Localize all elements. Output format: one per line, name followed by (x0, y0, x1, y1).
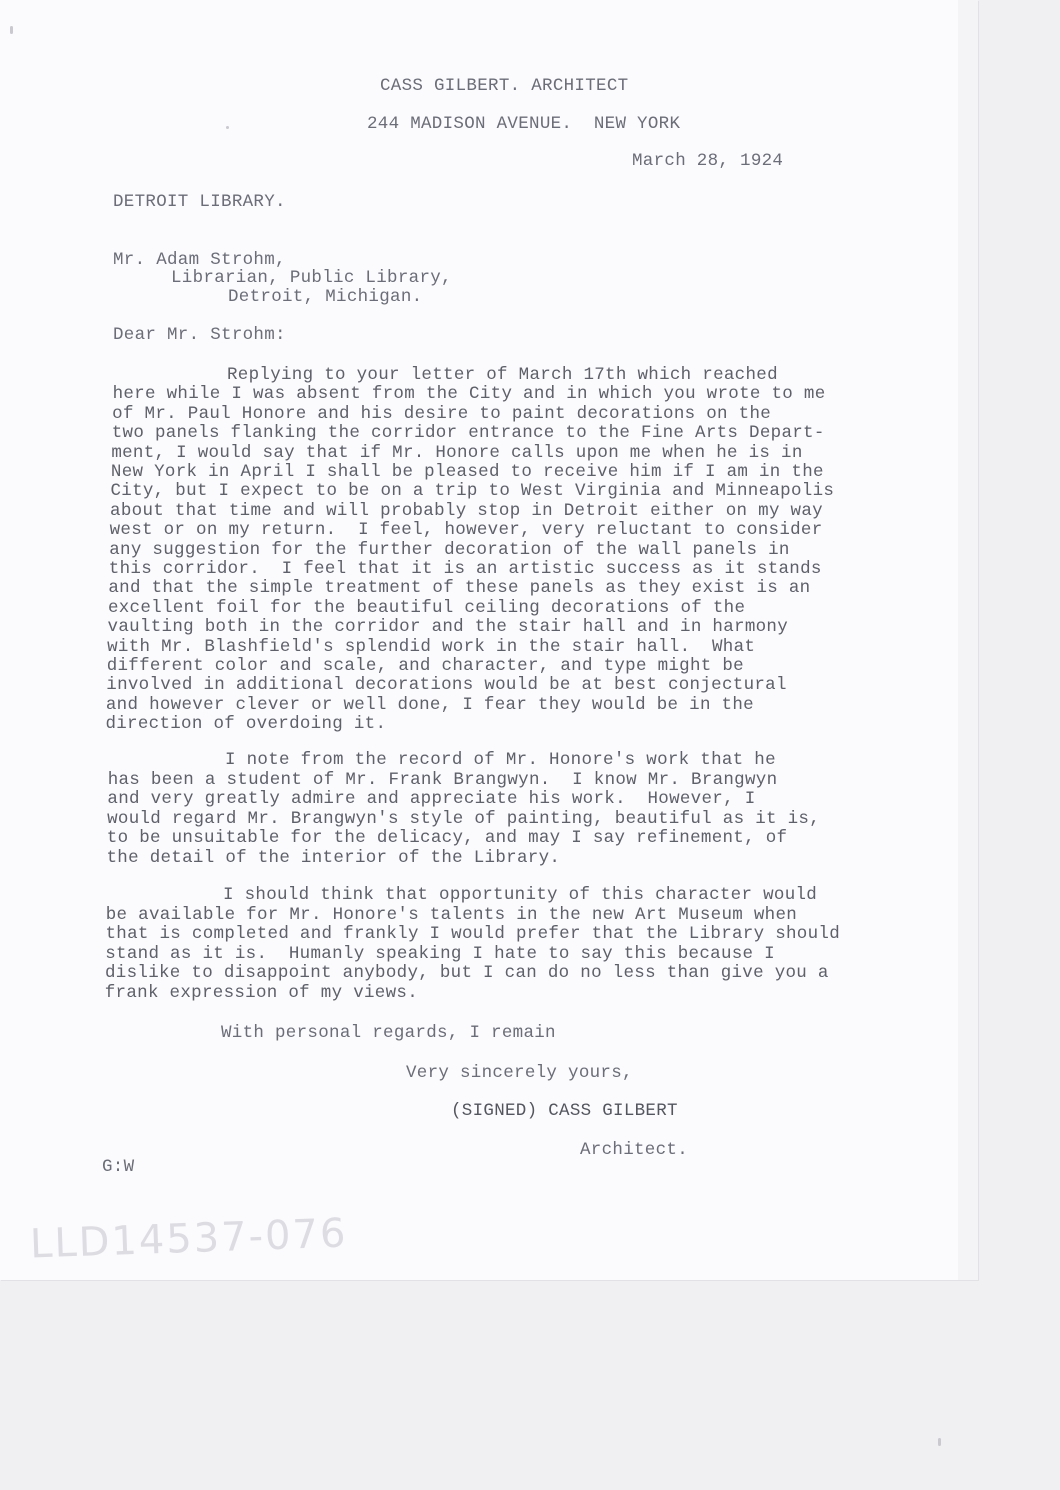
letter-date: March 28, 1924 (632, 151, 784, 171)
body-line: that is completed and frankly I would prefer that the Library should (105, 924, 841, 945)
body-line: I should think that opportunity of this character would (223, 885, 818, 905)
letterhead-name: CASS GILBERT. ARCHITECT (380, 76, 629, 96)
body-line: frank expression of my views. (104, 983, 418, 1003)
subject-line: DETROIT LIBRARY. (113, 192, 286, 212)
body-line: here while I was absent from the City and in which you wrote to me (112, 384, 826, 405)
body-line: about that time and will probably stop in Detroit either on my way (110, 500, 823, 521)
complimentary-close: Very sincerely yours, (406, 1063, 633, 1083)
body-line: be available for Mr. Honore's talents in the new Art Museum when (105, 904, 798, 925)
body-line: City, but I expect to be on a trip to West Virginia and Minneapolis (110, 481, 835, 502)
archive-pencil-mark: LLD14537-076 (29, 1210, 349, 1268)
body-line: and however clever or well done, I fear they would be in the (105, 694, 754, 715)
body-line: stand as it is. Humanly speaking I hate to say this because I (105, 943, 775, 964)
body-line: would regard Mr. Brangwyn's style of painting, beautiful as it is, (107, 808, 821, 829)
paper-speck (10, 26, 13, 34)
recipient-city: Detroit, Michigan. (228, 287, 423, 307)
body-line: west or on my return. I feel, however, very reluctant to consider (109, 520, 823, 541)
body-line: excellent foil for the beautiful ceiling decorations of the (107, 597, 746, 618)
typist-initials: G:W (102, 1157, 135, 1177)
body-line: two panels flanking the corridor entrance to the Fine Arts Depart- (111, 423, 825, 444)
body-line: with Mr. Blashfield's splendid work in the stair hall. What (107, 636, 756, 657)
paper-speck (938, 1438, 941, 1446)
body-line: has been a student of Mr. Frank Brangwyn. I know Mr. Brangwyn (107, 769, 778, 790)
sheet-edge (958, 0, 978, 1280)
body-line: the detail of the interior of the Library. (106, 847, 561, 868)
body-line: New York in April I shall be pleased to receive him if I am in the (110, 462, 824, 482)
salutation: Dear Mr. Strohm: (113, 325, 286, 345)
body-line: Replying to your letter of March 17th which reached (227, 365, 778, 385)
body-line: and that the simple treatment of these panels as they exist is an (108, 578, 811, 599)
body-line: to be unsuitable for the delicacy, and may I say refinement, of (106, 828, 788, 848)
body-line: of Mr. Paul Honore and his desire to paint decorations on the (112, 403, 772, 424)
body-line: dislike to disappoint anybody, but I can do no less than give you a (105, 963, 829, 984)
body-line: I note from the record of Mr. Honore's work that he (225, 750, 776, 770)
closing-regards: With personal regards, I remain (221, 1023, 556, 1043)
recipient-name: Mr. Adam Strohm, (113, 250, 286, 270)
body-line: direction of overdoing it. (105, 714, 387, 735)
body-line: different color and scale, and character, and type might be (106, 656, 744, 676)
body-line: this corridor. I feel that it is an artistic success as it stands (108, 559, 822, 579)
signer-title: Architect. (580, 1140, 689, 1160)
recipient-title: Librarian, Public Library, (171, 268, 452, 288)
paper-speck (226, 126, 229, 129)
letterhead-address: 244 MADISON AVENUE. NEW YORK (367, 114, 681, 134)
signature-line: (SIGNED) CASS GILBERT (451, 1101, 678, 1121)
body-line: and very greatly admire and appreciate his work. However, I (107, 789, 756, 809)
body-line: vaulting both in the corridor and the stair hall and in harmony (107, 617, 789, 638)
body-line: involved in additional decorations would be at best conjectural (106, 675, 787, 696)
body-line: any suggestion for the further decoration of the wall panels in (109, 539, 790, 560)
body-line: ment, I would say that if Mr. Honore calls upon me when he is in (111, 442, 803, 463)
